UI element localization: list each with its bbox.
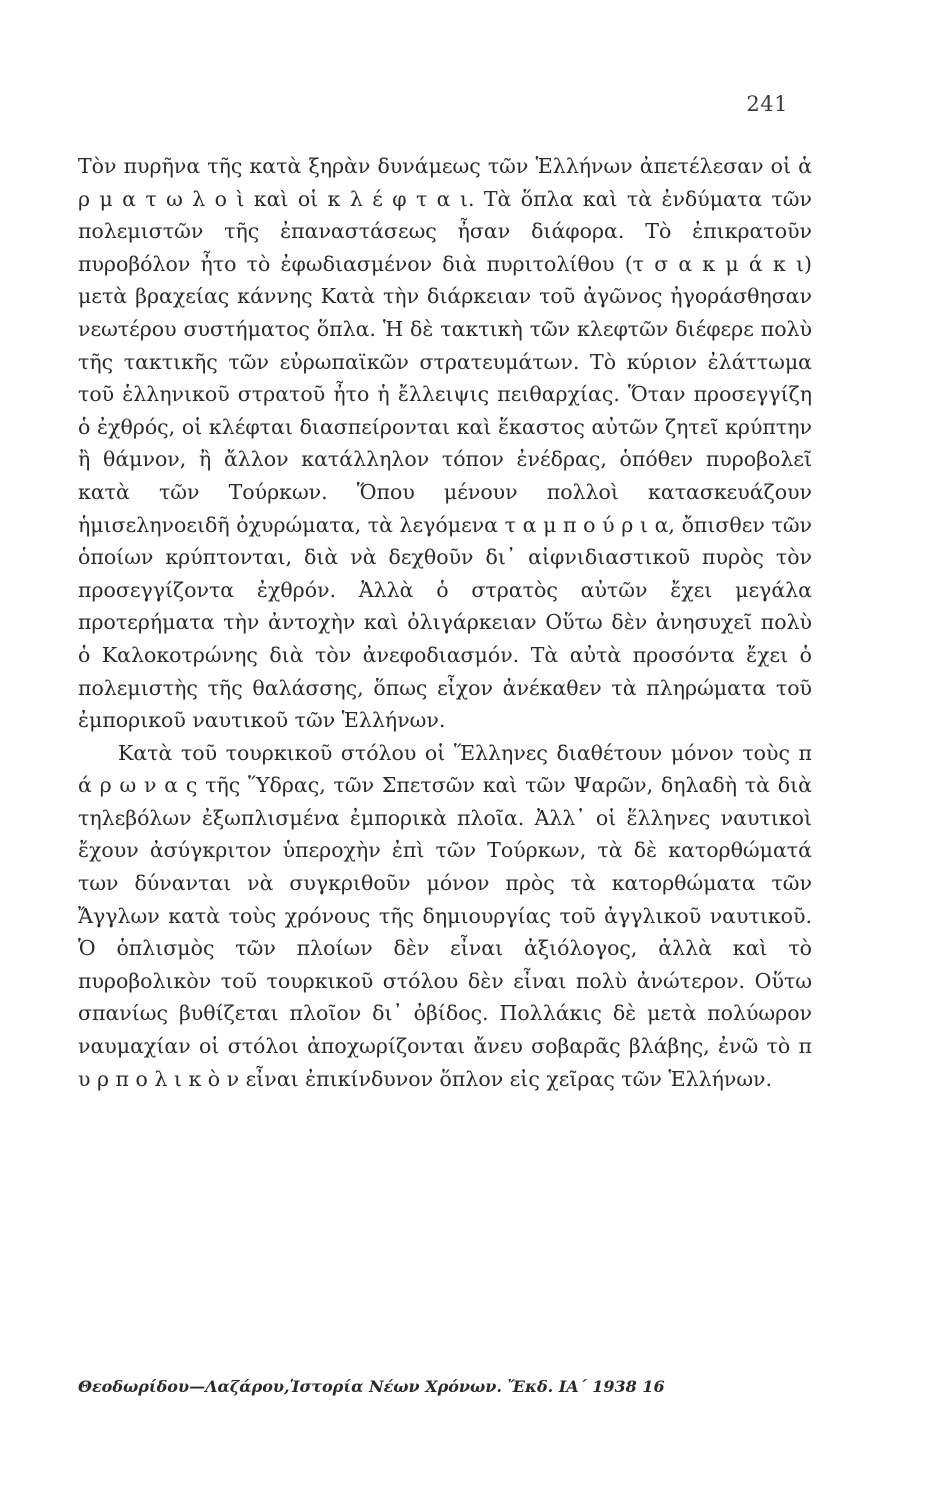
paragraph-1: Τὸν πυρῆνα τῆς κατὰ ξηρὰν δυνάμεως τῶν Ἑλλήνων ἀπετέλεσαν οἱ ἁ ρ μ α τ ω λ ο ὶ καὶ οἱ κ λ έ φ τ α ι. Τὰ ὅπλα καὶ τὰ ἐνδύματα τῶν πολεμιστῶν τῆς ἐπαναστάσεως ἦσαν διάφορα. Τὸ ἐπικρατοῦν πυροβόλον ἦτο τὸ ἐφωδιασμένον διὰ πυριτολίθου (τ σ α κ μ ά κ ι) μετὰ βραχείας κάννης Κατὰ τὴν διάρκειαν τοῦ ἀγῶνος ἠγοράσθησαν νεωτέρου συστήματος ὅπλα. Ἡ δὲ τακτικὴ τῶν κλεφτῶν διέφερε πολὺ τῆς τακτικῆς τῶν εὐρωπαϊκῶν στρατευμάτων. Τὸ κύριον ἐλάττωμα τοῦ ἑλληνικοῦ στρατοῦ ἦτο ἡ ἔλλειψις πειθαρχίας. Ὅταν προσεγγίζη ὁ ἐχθρός, οἱ κλέφται διασπείρονται καὶ ἕκαστος αὐτῶν ζητεῖ κρύπτην ἢ θάμνον, ἢ ἄλλον κατάλληλον τόπον ἐνέδρας, ὁπόθεν πυροβολεῖ κατὰ τῶν Τούρκων. Ὅπου μένουν πολλοὶ κατασκευάζουν ἡμισεληνοειδῆ ὀχυρώματα, τὰ λεγόμενα τ α μ π ο ύ ρ ι α, ὄπισθεν τῶν ὁποίων κρύπτονται, διὰ νὰ δεχθοῦν δι᾿ αἰφνιδιαστικοῦ πυρὸς τὸν προσεγγίζοντα ἐχθρόν. Ἀλλὰ ὁ στρατὸς αὐτῶν ἔχει μεγάλα προτερήματα τὴν ἀντοχὴν καὶ ὀλιγάρκειαν Οὕτω δὲν ἀνησυχεῖ πολὺ ὁ Καλοκοτρώνης διὰ τὸν ἀνεφοδιασμόν. Τὰ αὐτὰ προσόντα ἔχει ὁ πολεμιστὴς τῆς θαλάσσης, ὅπως εἶχον ἀνέκαθεν τὰ πληρώματα τοῦ ἐμπορικοῦ ναυτικοῦ τῶν Ἑλλήνων. (78, 154, 812, 733)
footer-signature: Θεοδωρίδου—Λαζάρου,Ἱστορία Νέων Χρόνων. Ἔκδ. ΙΑ΄ 1938 16 (78, 1377, 665, 1396)
paragraph-2: Κατὰ τοῦ τουρκικοῦ στόλου οἱ Ἕλληνες διαθέτουν μόνον τοὺς π ά ρ ω ν α ς τῆς Ὕδρας, τῶν Σπετσῶν καὶ τῶν Ψαρῶν, δηλαδὴ τὰ διὰ τηλεβόλων ἐξωπλισμένα ἐμπορικὰ πλοῖα. Ἀλλ᾿ οἱ ἕλληνες ναυτικοὶ ἔχουν ἀσύγκριτον ὑπεροχὴν ἐπὶ τῶν Τούρκων, τὰ δὲ κατορθώματά των δύνανται νὰ συγκριθοῦν μόνον πρὸς τὰ κατορθώματα τῶν Ἄγγλων κατὰ τοὺς χρόνους τῆς δημιουργίας τοῦ ἀγγλικοῦ ναυτικοῦ. Ὁ ὁπλισμὸς τῶν πλοίων δὲν εἶναι ἀξιόλογος, ἀλλὰ καὶ τὸ πυροβολικὸν τοῦ τουρκικοῦ στόλου δὲν εἶναι πολὺ ἀνώτερον. Οὕτω σπανίως βυθίζεται πλοῖον δι᾿ ὀβίδος. Πολλάκις δὲ μετὰ πολύωρον ναυμαχίαν οἱ στόλοι ἀποχωρίζονται ἄνευ σοβαρᾶς βλάβης, ἐνῶ τὸ π υ ρ π ο λ ι κ ὸ ν εἶναι ἐπικίνδυνον ὅπλον εἰς χεῖρας τῶν Ἑλλήνων. (78, 740, 812, 1091)
page-number: 241 (746, 92, 788, 116)
body-text (78, 150, 812, 1095)
